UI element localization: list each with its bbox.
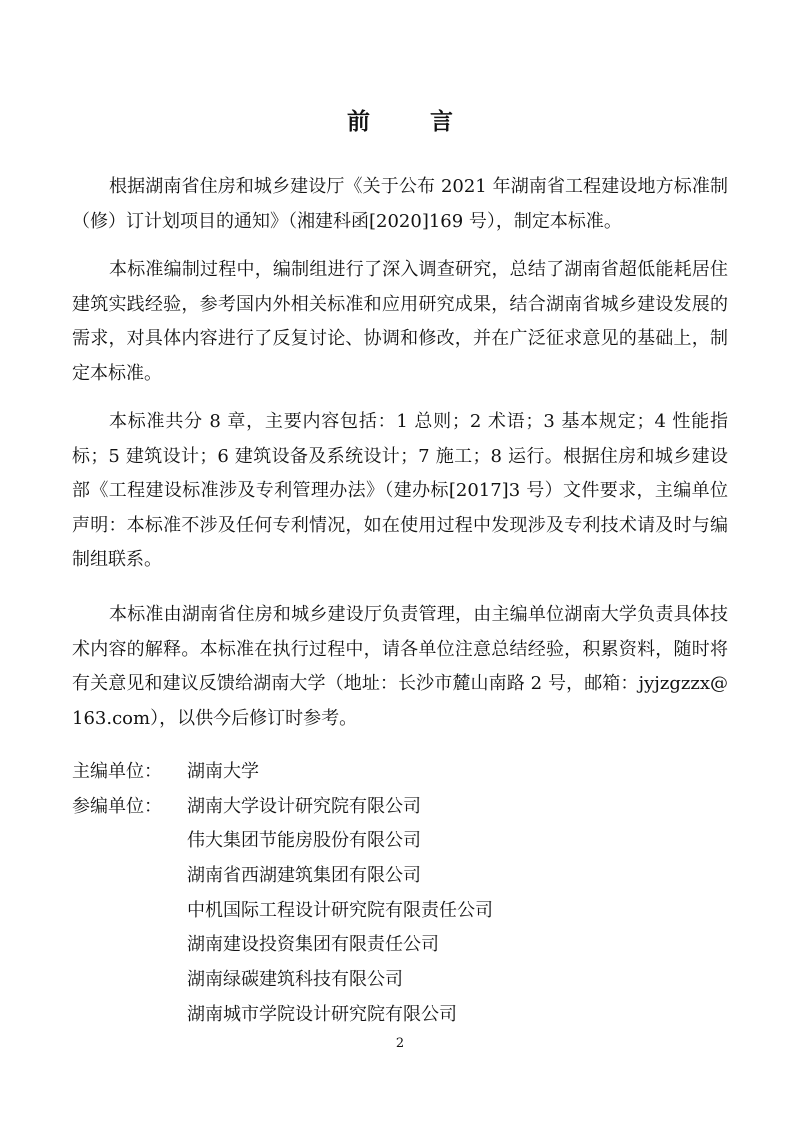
participant-unit: 湖南城市学院设计研究院有限公司	[187, 1003, 457, 1025]
page-title: 前 言	[346, 108, 479, 135]
participant-row	[72, 998, 728, 1033]
chief-editor-row	[72, 755, 728, 790]
participant-unit: 湖南大学设计研究院有限公司	[187, 795, 421, 817]
page-number: 2	[395, 1036, 405, 1051]
participant-row	[72, 859, 728, 894]
chief-editor-label: 主编单位：	[72, 761, 162, 782]
participant-row	[72, 928, 728, 963]
chief-editor-value: 湖南大学	[187, 761, 259, 782]
participant-unit: 湖南绿碳建筑科技有限公司	[187, 969, 403, 991]
participant-unit: 湖南省西湖建筑集团有限公司	[187, 865, 421, 887]
participant-row	[72, 824, 728, 859]
editing-units	[72, 755, 728, 1033]
participant-unit: 伟大集团节能房股份有限公司	[187, 830, 421, 852]
participant-unit: 中机国际工程设计研究院有限责任公司	[187, 899, 493, 921]
paragraph-process: 本标准编制过程中，编制组进行了深入调查研究，总结了湖南省超低能耗居住建筑实践经验，参考国内外相关标准和应用研究成果，结合湖南省城乡建设发展的需求，对具体内容进行了反复讨论、协调和修改，并在广泛征求意见的基础上，制定本标准。	[72, 259, 728, 384]
paragraph-contents: 本标准共分 8 章，主要内容包括：1 总则；2 术语；3 基本规定；4 性能指标；5 建筑设计；6 建筑设备及系统设计；7 施工；8 运行。根据住房和城乡建设部《工程建设标准涉及专利管理办法》（建办标[2017]3 号）文件要求，主编单位声明：本标准不涉及任何专利情况，如在使用过程中发现涉及专利技术请及时与编制组联系。	[72, 411, 728, 570]
participant-unit: 湖南建设投资集团有限责任公司	[187, 934, 439, 956]
participant-row	[72, 963, 728, 998]
participants-label: 参编单位：	[72, 795, 162, 817]
participant-row	[72, 790, 728, 825]
paragraph-management: 本标准由湖南省住房和城乡建设厅负责管理，由主编单位湖南大学负责具体技术内容的解释。本标准在执行过程中，请各单位注意总结经验，积累资料，随时将有关意见和建议反馈给湖南大学（地址：长沙市麓山南路 2 号，邮箱：jyjzgzzx@163.com），以供今后修订时参考。	[72, 604, 728, 729]
participant-row	[72, 894, 728, 929]
paragraph-basis: 根据湖南省住房和城乡建设厅《关于公布 2021 年湖南省工程建设地方标准制（修）订计划项目的通知》（湘建科函[2020]169 号），制定本标准。	[72, 176, 728, 232]
